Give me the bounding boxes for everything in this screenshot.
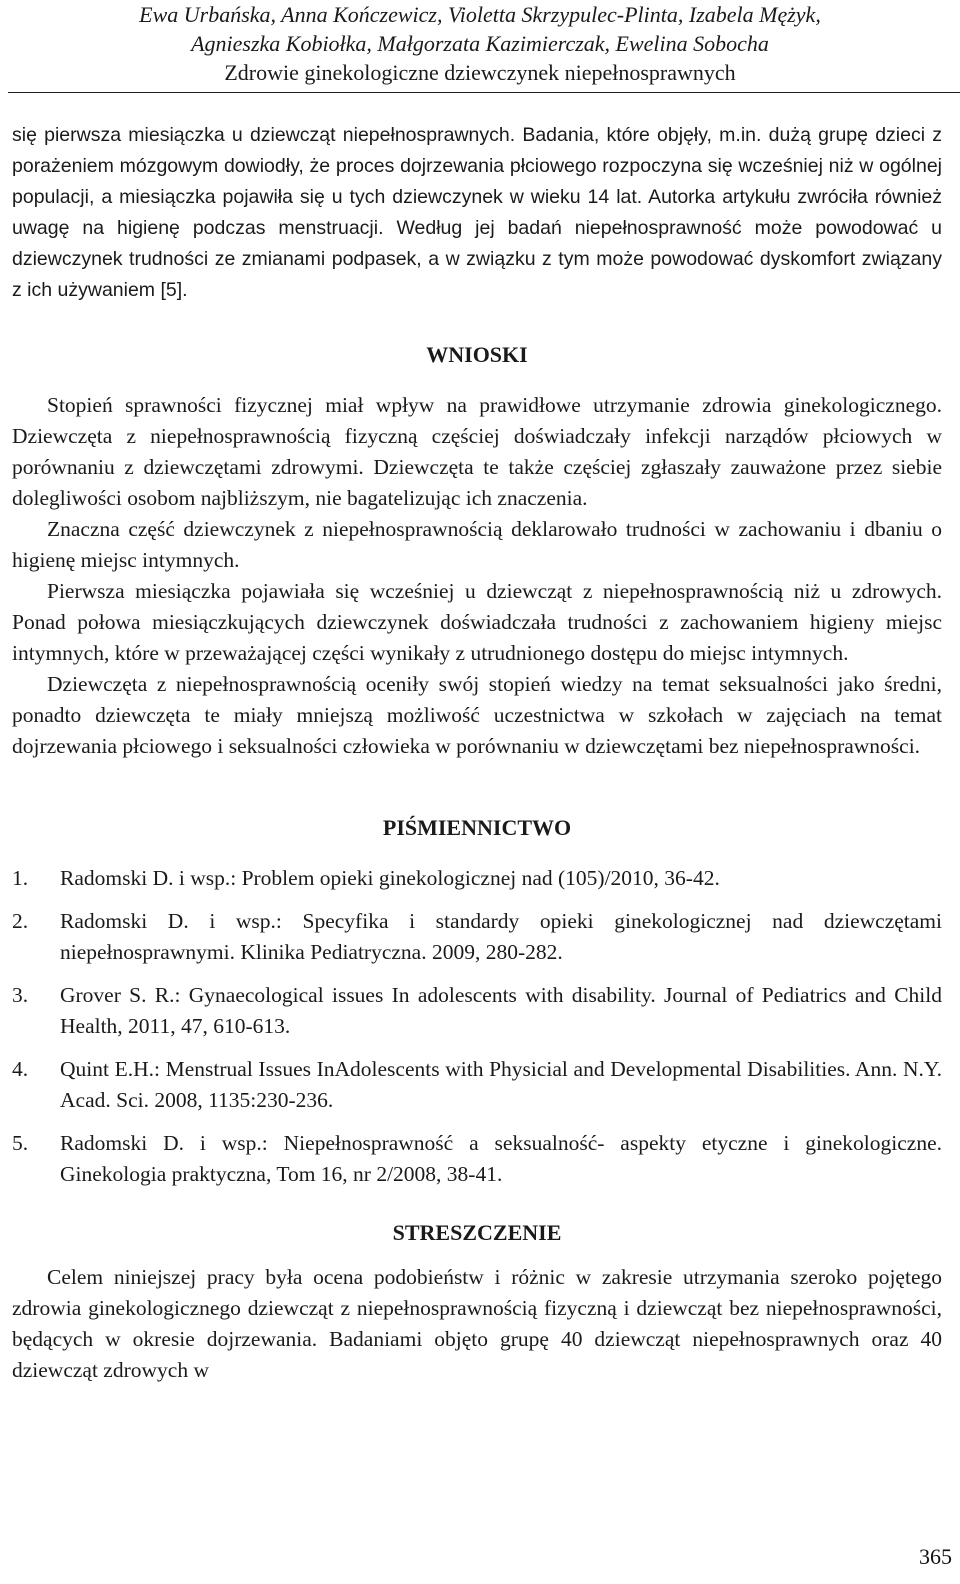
header-article-title: Zdrowie ginekologiczne dziewczynek niepełnosprawnych <box>224 60 736 85</box>
header-divider <box>8 92 960 93</box>
conclusions-heading: WNIOSKI <box>426 342 528 367</box>
page-number: 365 <box>919 1544 952 1569</box>
reference-item <box>12 1128 942 1190</box>
conclusions-paragraph-1: Stopień sprawności fizycznej miał wpływ na prawidłowe utrzymanie zdrowia ginekologicznego. Dziewczęta z niepełnosprawnością fizyczną częściej doświadczały infekcji narządów płciowych w porównaniu z dziewczętami zdrowymi. Dziewczęta te także częściej zgłaszały zauważone przez siebie dolegliwości osobom najbliższym, nie bagatelizując ich znaczenia. <box>12 393 942 510</box>
reference-number: 1. <box>12 866 29 890</box>
running-header <box>8 0 952 87</box>
reference-number: 2. <box>12 909 29 933</box>
intro-paragraph: się pierwsza miesiączka u dziewcząt niepełnosprawnych. Badania, które objęły, m.in. dużą grupę dzieci z porażeniem mózgowym dowiodły, że proces dojrzewania płciowego rozpoczyna się wcześniej niż w ogólnej populacji, a miesiączka pojawiła się u tych dziewczynek w wieku 14 lat. Autorka artykułu zwróciła również uwagę na higienę podczas menstruacji. Według jej badań niepełnosprawność może powodować u dziewczynek trudności ze zmianami podpasek, a w związku z tym może powodować dyskomfort związany z ich używaniem [5]. <box>12 124 942 301</box>
conclusions-paragraph-4: Dziewczęta z niepełnosprawnością oceniły swój stopień wiedzy na temat seksualności jako średni, ponadto dziewczęta te miały mniejszą możliwość uczestnictwa w szkołach w zajęciach na temat dojrzewania płciowego i seksualności człowieka w porównaniu w dziewczętami bez niepełnosprawności. <box>12 672 942 758</box>
references-heading: PIŚMIENNICTWO <box>382 815 572 840</box>
references-list <box>12 863 942 1190</box>
conclusions-paragraph-2: Znaczna część dziewczynek z niepełnosprawnością deklarowało trudności w zachowaniu i dbaniu o higienę miejsc intymnych. <box>12 517 942 572</box>
conclusions-section <box>12 390 942 762</box>
article-body <box>12 120 942 1386</box>
reference-number: 3. <box>12 983 29 1007</box>
reference-text: Radomski D. i wsp.: Niepełnosprawność a seksualność- aspekty etyczne i ginekologiczne. Ginekologia praktyczna, Tom 16, nr 2/2008, 38-41. <box>60 1131 942 1186</box>
reference-text: Radomski D. i wsp.: Problem opieki ginekologicznej nad (105)/2010, 36-42. <box>60 866 720 890</box>
reference-number: 5. <box>12 1131 29 1155</box>
reference-item <box>12 1054 942 1116</box>
reference-number: 4. <box>12 1057 29 1081</box>
conclusions-paragraph-3: Pierwsza miesiączka pojawiała się wcześniej u dziewcząt z niepełnosprawnością niż u zdrowych. Ponad połowa miesiączkujących dziewczynek doświadczała trudności z zachowaniem higieny miejsc intymnych, które w przeważającej części wynikały z utrudnionego dostępu do miejsc intymnych. <box>12 579 942 665</box>
reference-item <box>12 906 942 968</box>
reference-text: Radomski D. i wsp.: Specyfika i standardy opieki ginekologicznej nad dziewczętami niepełnosprawnymi. Klinika Pediatryczna. 2009, 280-282. <box>60 909 942 964</box>
header-authors-line-1: Ewa Urbańska, Anna Kończewicz, Violetta Skrzypulec-Plinta, Izabela Mężyk, <box>139 2 821 27</box>
abstract-paragraph: Celem niniejszej pracy była ocena podobieństw i różnic w zakresie utrzymania szeroko pojętego zdrowia ginekologicznego dziewcząt z niepełnosprawnością fizyczną i dziewcząt bez niepełnosprawności, będących w okresie dojrzewania. Badaniami objęto grupę 40 dziewcząt niepełnosprawnych oraz 40 dziewcząt zdrowych w <box>12 1265 942 1382</box>
abstract-heading: STRESZCZENIE <box>392 1220 562 1245</box>
reference-item <box>12 980 942 1042</box>
reference-item <box>12 863 942 894</box>
reference-text: Quint E.H.: Menstrual Issues InAdolescents with Physicial and Developmental Disabilities. Ann. N.Y. Acad. Sci. 2008, 1135:230-236. <box>60 1057 942 1112</box>
abstract-section <box>12 1262 942 1386</box>
header-authors-line-2: Agnieszka Kobiołka, Małgorzata Kazimierczak, Ewelina Sobocha <box>191 31 769 56</box>
reference-text: Grover S. R.: Gynaecological issues In adolescents with disability. Journal of Pediatrics and Child Health, 2011, 47, 610-613. <box>60 983 942 1038</box>
